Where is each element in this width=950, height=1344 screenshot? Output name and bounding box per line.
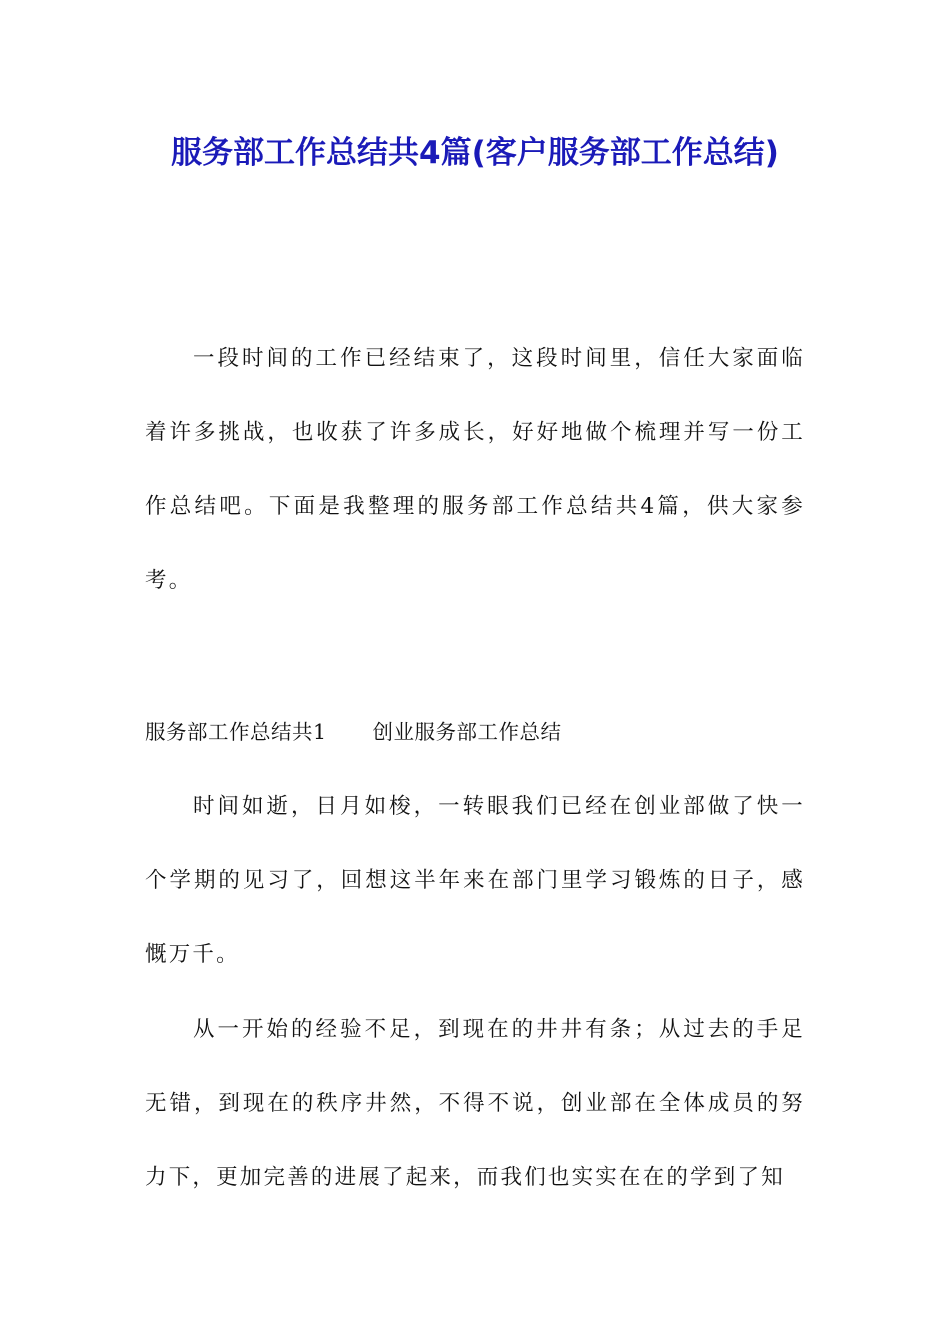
section-heading bbox=[145, 714, 562, 750]
section-label: 服务部工作总结共1 bbox=[145, 720, 327, 744]
document-title: 服务部工作总结共4篇(客户服务部工作总结) bbox=[171, 135, 779, 171]
section-subtitle: 创业服务部工作总结 bbox=[372, 720, 562, 744]
intro-paragraph: 一段时间的工作已经结束了，这段时间里，信任大家面临着许多挑战，也收获了许多成长，好好地做个梳理并写一份工作总结吧。下面是我整理的服务部工作总结共4篇，供大家参考。 bbox=[145, 346, 805, 593]
body-paragraph-2: 从一开始的经验不足，到现在的井井有条；从过去的手足无错，到现在的秩序井然，不得不说，创业部在全体成员的努力下，更加完善的进展了起来，而我们也实实在在的学到了知 bbox=[145, 1017, 805, 1190]
body-paragraph-1: 时间如逝，日月如梭，一转眼我们已经在创业部做了快一个学期的见习了，回想这半年来在部门里学习锻炼的日子，感慨万千。 bbox=[145, 794, 805, 967]
